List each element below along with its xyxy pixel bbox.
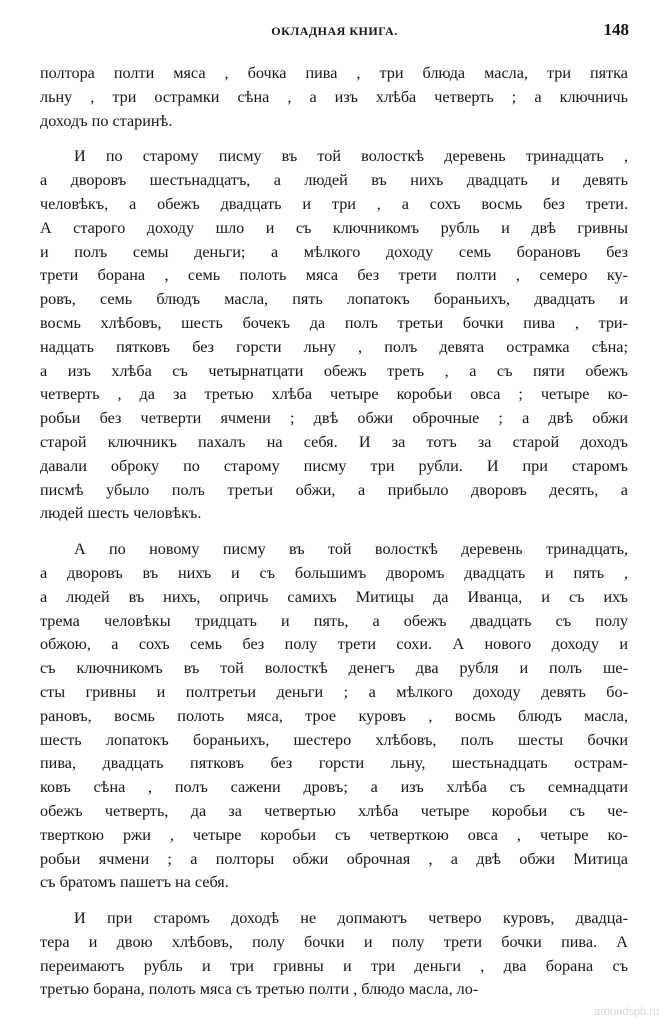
text-line: шесть лопатокъ бораньихъ, шестеро хлѣбовъ, полъ шесты бочки [40,730,628,749]
body-text [40,62,628,1002]
paragraph [40,145,628,526]
text-line: восмь хлѣбовъ, шесть бочекъ да полъ третьи бочки пива , три- [40,313,628,332]
text-line: полтора полти мяса , бочка пива , три блюда масла, три пятка [40,64,628,82]
text-line: рановъ, восмь полоть мяса, трое куровъ , восмь блюдъ масла, [40,706,628,725]
text-line: обжою, а сохъ семь без полу трети сохи. А нового доходу и [40,635,628,654]
text-line: надцать пятковъ без горсти льну , полъ девята острамка сѣна; [40,337,628,356]
text-line: робьи ячмени ; а полторы обжи оброчная , а двѣ обжи Митица [40,849,628,868]
page-number: 148 [603,20,629,39]
text-line: человѣкъ, а обежъ двадцать и три , а сохъ восмь без трети. [40,194,628,213]
text-line: а людей въ нихъ, опричь самихъ Митицы да Иванца, и съ ихъ [40,587,628,606]
text-line: четверть , да за третью хлѣба четыре коробьи овса ; четыре ко- [40,385,628,404]
text-line: робьи без четверти ячмени ; двѣ обжи оброчные ; а двѣ обжи [40,409,628,428]
text-line: сты гривны и полтретьи деньги ; а мѣлкого доходу девять бо- [40,682,628,701]
text-line: писмѣ убыло полъ третьи обжи, а прибыло дворовъ десять, а [40,480,628,499]
text-line: а дворовъ шестьнадцатъ, а людей въ нихъ двадцать и девять [40,171,628,190]
text-line: а дворовъ въ нихъ и съ большимъ дворомъ двадцать и пять , [40,563,628,582]
text-line: давали оброку по старому писму три рубли. И при старомъ [40,456,628,475]
text-line: тера и двою хлѣбовъ, полу бочки и полу трети бочки пива. А [40,932,628,951]
text-line: трема человѣкы тридцать и пять, а обежъ двадцать съ полу [40,611,628,630]
text-line: тверткою ржи , четыре коробьи съ четверткою овса , четыре ко- [40,825,628,844]
text-line: ровъ, семь блюдъ масла, пять лопатокъ бораньихъ, двадцать и [40,290,628,309]
text-line: третью борана, полоть мяса съ третью полти , блюдо масла, ло- [40,980,479,999]
text-line: людей шесть человѣкъ. [40,504,202,523]
text-line: старой ключникъ пахалъ на себя. И за тотъ за старой доходъ [40,432,628,451]
text-line: ковъ сѣна , полъ сажени дровъ; а изъ хлѣба съ семнадцати [40,778,628,797]
watermark: aroundspb.ru [594,1006,659,1018]
text-line: А старого доходу шло и съ ключникомъ рубль и двѣ гривны [40,218,628,237]
text-line: И при старомъ доходѣ не допмаютъ четверо куровъ, двадца- [74,909,628,928]
paragraph [40,907,628,1002]
text-line: а изъ хлѣба съ четырнатцати обежъ треть , а съ пяти обежъ [40,361,628,380]
text-line: съ братомъ пашетъ на себя. [40,873,229,892]
text-line: А по новому писму въ той волосткѣ деревень тринадцать, [74,540,628,559]
text-line: обежъ четверть, да за четвертью хлѣба четыре коробьи съ че- [40,801,628,820]
page-header [0,20,669,44]
text-line: трети борана , семь полоть мяса без трети полти , семеро ку- [40,266,628,285]
text-line: и полъ семы деньги; а мѣлкого доходу семь борановъ без [40,242,628,261]
text-line: И по старому писму въ той волосткѣ деревень тринадцать , [74,147,628,166]
paragraph [40,538,628,895]
running-title: ОКЛАДНАЯ КНИГА. [271,24,398,38]
text-line: съ ключникомъ въ той волосткѣ денегъ два рубля и полъ ше- [40,659,628,678]
text-line: пива, двадцать пятковъ без горсти льну, шестьнадцать острам- [40,754,628,773]
paragraph [40,62,628,133]
text-line: доходъ по старинѣ. [40,111,173,130]
text-line: переимаютъ рубль и три гривны и три деньги , два борана съ [40,956,628,975]
text-line: льну , три острамки сѣна , а изъ хлѣба четверть ; а ключничь [40,87,628,106]
